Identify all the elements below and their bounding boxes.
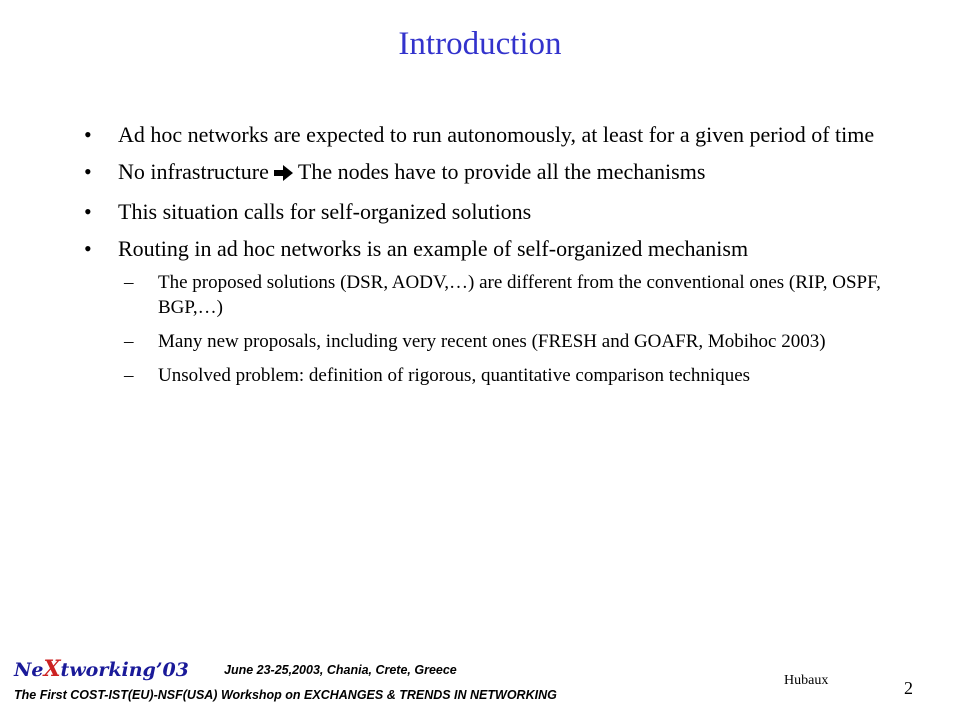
- bullet-dot: •: [84, 122, 92, 147]
- footer-date-location: June 23-25,2003, Chania, Crete, Greece: [224, 663, 457, 677]
- sub-bullet-text: Many new proposals, including very recent ones (FRESH and GOAFR, Mobihoc 2003): [158, 331, 826, 352]
- nextworking-logo: NeXtworking’03: [14, 656, 189, 682]
- bullet-text: No infrastructure: [118, 159, 269, 184]
- bullet-item: [84, 158, 904, 188]
- right-arrow-icon: [272, 161, 294, 188]
- sub-bullet-dash: –: [124, 331, 134, 352]
- bullet-item: [84, 121, 904, 148]
- sub-bullet-dash: –: [124, 272, 134, 293]
- sub-bullet-text: Unsolved problem: definition of rigorous, quantitative comparison techniques: [158, 365, 751, 386]
- bullet-dot: •: [84, 159, 92, 184]
- bullet-item: [84, 235, 904, 388]
- sub-bullet-dash: –: [124, 365, 134, 386]
- sub-bullet-text: The proposed solutions (DSR, AODV,…) are different from the conventional ones (RIP, OSPF, BGP,…): [158, 272, 881, 318]
- bullet-text: This situation calls for self-organized solutions: [118, 199, 532, 224]
- footer-author: Hubaux: [784, 673, 829, 688]
- footer-workshop-title: The First COST-IST(EU)-NSF(USA) Workshop on EXCHANGES & TRENDS IN NETWORKING: [14, 688, 557, 702]
- bullet-dot: •: [84, 199, 92, 224]
- bullet-dot: •: [84, 236, 92, 261]
- bullet-text: Routing in ad hoc networks is an example of self-organized mechanism: [118, 236, 749, 261]
- page-number: 2: [904, 678, 913, 698]
- bullet-text: The nodes have to provide all the mechanisms: [297, 159, 706, 184]
- sub-bullet-list: [124, 270, 904, 388]
- sub-bullet-item: [124, 363, 904, 388]
- bullet-list: [84, 121, 904, 398]
- sub-bullet-item: [124, 329, 904, 354]
- bullet-text: Ad hoc networks are expected to run autonomously, at least for a given period of time: [118, 122, 875, 147]
- slide-title: Introduction: [398, 26, 562, 62]
- bullet-item: [84, 198, 904, 225]
- sub-bullet-item: [124, 270, 904, 320]
